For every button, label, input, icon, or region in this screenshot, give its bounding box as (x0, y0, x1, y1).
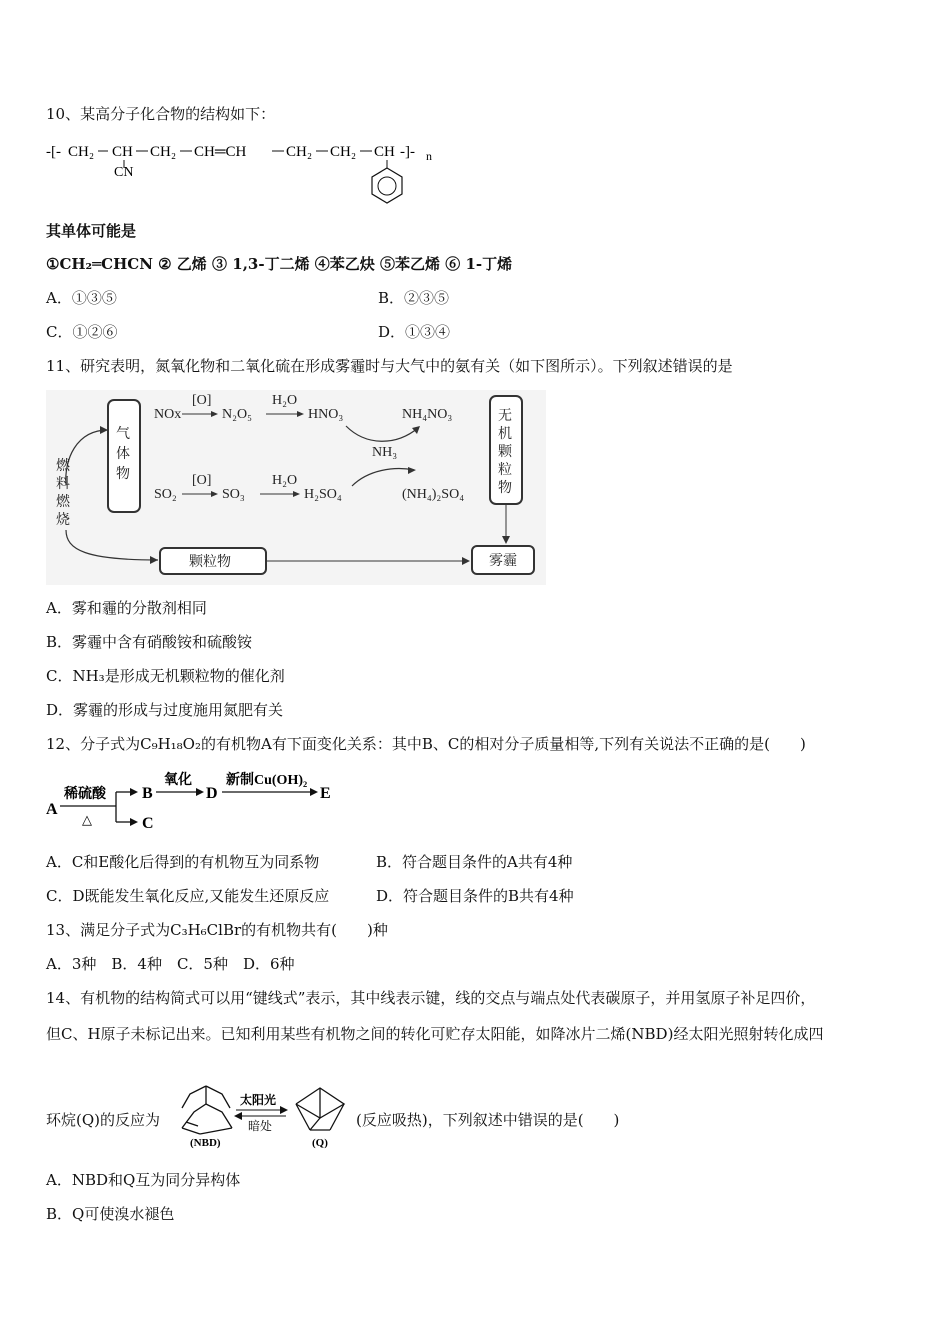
q10-option-a[interactable]: A．①③⑤ (46, 289, 117, 307)
svg-text:H₂O: H₂O (272, 473, 298, 488)
polymer-bracket-close: -]- (400, 144, 415, 160)
q10-option-d[interactable]: D．①③④ (378, 323, 451, 341)
svg-text:体: 体 (116, 447, 130, 462)
q13-options[interactable]: A．3种 B．4种 C．5种 D．6种 (46, 955, 295, 973)
svg-text:HNO₃: HNO₃ (308, 407, 344, 422)
polymer-ch-1: CH (112, 144, 133, 160)
q12-reaction-scheme (46, 766, 346, 836)
q14-stem-line1: 14、有机物的结构简式可以用“键线式”表示，其中线表示键，线的交点与端点处代表碳原子，并用氢原子补足四价， (46, 989, 816, 1007)
svg-text:粒: 粒 (498, 463, 512, 478)
svg-text:[O]: [O] (192, 393, 212, 408)
q10-monomer-prompt: 其单体可能是 (46, 222, 137, 240)
svg-text:燃: 燃 (56, 459, 70, 474)
q12-option-d[interactable]: D．符合题目条件的B共有4种 (376, 887, 574, 905)
svg-text:A: A (46, 801, 58, 818)
svg-text:太阳光: 太阳光 (240, 1093, 277, 1107)
q14-reaction-scheme (176, 1082, 356, 1152)
q10-option-b[interactable]: B．②③⑤ (378, 289, 450, 307)
svg-text:颗粒物: 颗粒物 (189, 555, 231, 570)
svg-text:无: 无 (498, 409, 512, 424)
polymer-ch2-3: CH₂ (286, 144, 313, 160)
polymer-ch-ch: CH═CH (194, 144, 247, 160)
q11-option-a[interactable]: A．雾和霾的分散剂相同 (46, 599, 207, 617)
polymer-bracket-open: -[- (46, 144, 61, 160)
q10-choices: ①CH₂═CHCN ② 乙烯 ③ 1,3-丁二烯 ④苯乙炔 ⑤苯乙烯 ⑥ 1-丁烯 (46, 255, 513, 273)
q11-option-d[interactable]: D．雾霾的形成与过度施用氮肥有关 (46, 701, 284, 719)
svg-text:SO₃: SO₃ (222, 487, 245, 502)
q11-stem: 11、研究表明，氮氧化物和二氧化硫在形成雾霾时与大气中的氨有关（如下图所示）。下列叙述错误的是 (46, 357, 733, 375)
q10-option-c[interactable]: C．①②⑥ (46, 323, 118, 341)
polymer-n: n (426, 149, 432, 163)
svg-text:△: △ (82, 812, 92, 827)
q12-option-a[interactable]: A．C和E酸化后得到的有机物互为同系物 (46, 853, 320, 871)
svg-text:料: 料 (56, 477, 70, 492)
polymer-ch2-2: CH₂ (150, 144, 177, 160)
q12-option-b[interactable]: B．符合题目条件的A共有4种 (376, 853, 573, 871)
svg-text:NH₃: NH₃ (372, 445, 398, 460)
svg-text:H₂SO₄: H₂SO₄ (304, 487, 342, 502)
svg-text:烧: 烧 (56, 513, 70, 528)
svg-text:物: 物 (116, 467, 130, 482)
q10-polymer-structure (46, 136, 456, 204)
svg-text:D: D (206, 785, 218, 802)
svg-text:新制Cu(OH)₂: 新制Cu(OH)₂ (226, 773, 308, 788)
svg-text:(Q): (Q) (312, 1137, 328, 1149)
svg-text:C: C (142, 815, 154, 832)
polymer-ch2-4: CH₂ (330, 144, 357, 160)
svg-text:H₂O: H₂O (272, 393, 298, 408)
q14-stem-line2: 但C、H原子未标记出来。已知利用某些有机物之间的转化可贮存太阳能，如降冰片二烯(NBD)经太阳光照射转化成四 (46, 1025, 824, 1043)
q14-option-a[interactable]: A．NBD和Q互为同分异构体 (46, 1171, 241, 1189)
svg-text:NH₄NO₃: NH₄NO₃ (402, 407, 453, 422)
svg-text:E: E (320, 785, 331, 802)
svg-text:气: 气 (116, 427, 130, 442)
polymer-cn: CN (114, 165, 134, 180)
svg-text:(NH₄)₂SO₄: (NH₄)₂SO₄ (402, 487, 465, 502)
polymer-ch-2: CH (374, 144, 395, 160)
q14-stem-line3-prefix: 环烷(Q)的反应为 (46, 1111, 161, 1129)
svg-text:暗处: 暗处 (248, 1119, 273, 1133)
svg-text:N₂O₅: N₂O₅ (222, 407, 252, 422)
svg-text:NOx: NOx (154, 407, 182, 422)
q11-option-c[interactable]: C．NH₃是形成无机颗粒物的催化剂 (46, 667, 285, 685)
svg-text:颗: 颗 (498, 445, 512, 460)
svg-text:燃: 燃 (56, 495, 70, 510)
benzene-ring-icon (372, 168, 402, 203)
q10-stem: 10、某高分子化合物的结构如下： (46, 105, 276, 123)
q12-option-c[interactable]: C．D既能发生氧化反应,又能发生还原反应 (46, 887, 330, 905)
q14-option-b[interactable]: B．Q可使溴水褪色 (46, 1205, 175, 1223)
svg-text:B: B (142, 785, 153, 802)
q12-stem: 12、分子式为C₉H₁₈O₂的有机物A有下面变化关系：其中B、C的相对分子质量相等,下列有关说法不正确的是( ) (46, 735, 806, 753)
polymer-ch2-1: CH₂ (68, 144, 95, 160)
q14-stem-line3-suffix: (反应吸热)，下列叙述中错误的是( ) (356, 1111, 620, 1129)
quadricyclane-structure-icon (296, 1088, 344, 1130)
svg-text:稀硫酸: 稀硫酸 (64, 787, 106, 802)
svg-text:雾霾: 雾霾 (489, 554, 517, 569)
svg-text:(NBD): (NBD) (190, 1137, 221, 1149)
q13-stem: 13、满足分子式为C₃H₆ClBr的有机物共有( )种 (46, 921, 388, 939)
svg-text:SO₂: SO₂ (154, 487, 177, 502)
svg-text:机: 机 (498, 427, 512, 442)
svg-text:[O]: [O] (192, 473, 212, 488)
q11-haze-diagram (46, 390, 546, 585)
svg-text:氧化: 氧化 (164, 773, 192, 788)
svg-text:物: 物 (498, 481, 512, 496)
nbd-structure-icon (182, 1086, 232, 1134)
q11-option-b[interactable]: B．雾霾中含有硝酸铵和硫酸铵 (46, 633, 253, 651)
